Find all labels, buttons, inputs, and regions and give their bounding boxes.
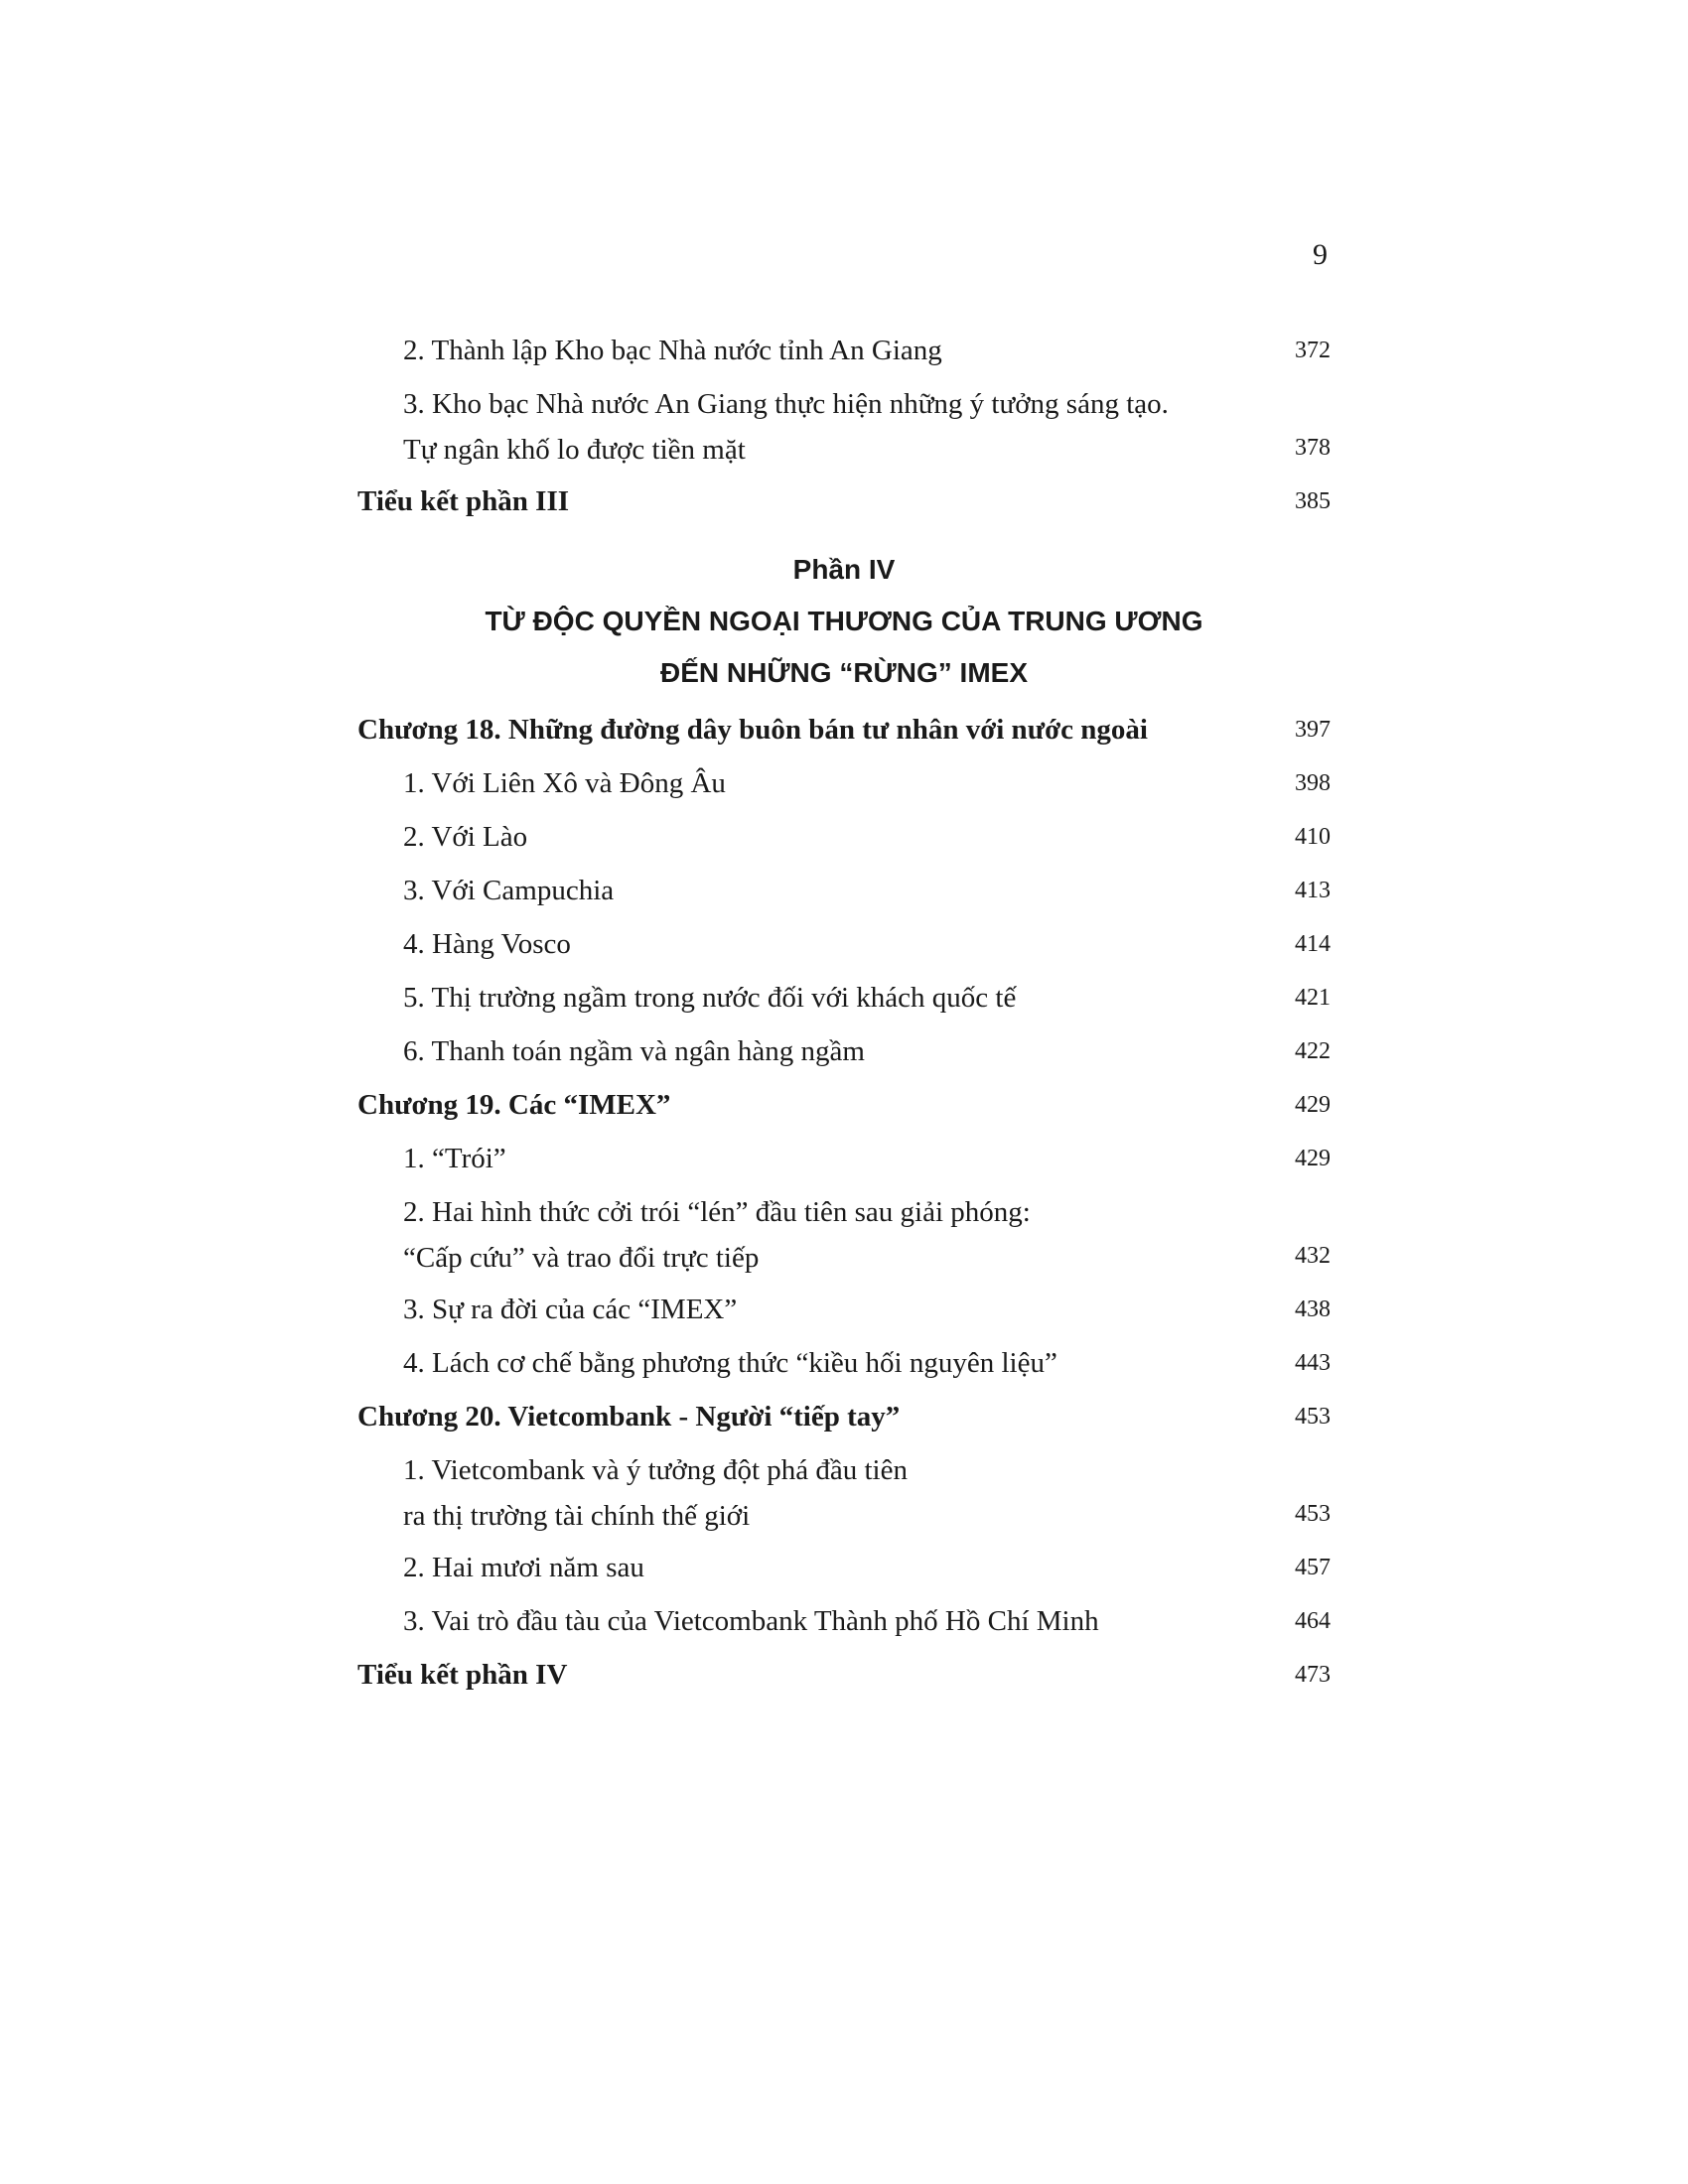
toc-entry-page: 438 xyxy=(1295,1297,1331,1322)
toc-entry: 3. Vai trò đầu tàu của Vietcombank Thành phố Hồ Chí Minh 464 xyxy=(357,1598,1331,1646)
toc-entry-page: 422 xyxy=(1295,1038,1331,1064)
part-title-line-1: TỪ ĐỘC QUYỀN NGOẠI THƯƠNG CỦA TRUNG ƯƠNG xyxy=(485,606,1203,636)
toc-entry: 4. Hàng Vosco 414 xyxy=(357,921,1331,969)
toc-entry: 3. Sự ra đời của các “IMEX” 438 xyxy=(357,1287,1331,1334)
toc-entry: 2. Hai mươi năm sau 457 xyxy=(357,1545,1331,1592)
toc-entry: 3. Với Campuchia 413 xyxy=(357,868,1331,915)
toc-entry-page: 429 xyxy=(1295,1146,1331,1171)
toc-entry-title: Tiểu kết phần III xyxy=(357,485,570,517)
part-label: Phần IV xyxy=(792,554,896,585)
toc-entry-title: 3. Kho bạc Nhà nước An Giang thực hiện những ý tưởng sáng tạo. Tự ngân khố lo được tiền mặt xyxy=(403,388,1169,466)
toc-entry xyxy=(357,328,1331,375)
toc-chapter-entry: Chương 18. Những đường dây buôn bán tư nhân với nước ngoài 397 xyxy=(357,707,1331,754)
part-title-line-2: ĐẾN NHỮNG “RỪNG” IMEX xyxy=(659,657,1029,688)
toc-entry-page: 473 xyxy=(1295,1662,1331,1688)
toc-entry-page: 398 xyxy=(1295,770,1331,796)
toc-entry: 6. Thanh toán ngầm và ngân hàng ngầm 422 xyxy=(357,1028,1331,1076)
toc-entry-page: 414 xyxy=(1295,931,1331,957)
table-of-contents xyxy=(357,328,1331,1706)
toc-entry: 4. Lách cơ chế bằng phương thức “kiều hối nguyên liệu” 443 xyxy=(357,1340,1331,1388)
toc-entry-page: 464 xyxy=(1295,1608,1331,1634)
toc-entry: 1. Với Liên Xô và Đông Âu 398 xyxy=(357,760,1331,808)
toc-entry-page: 421 xyxy=(1295,985,1331,1011)
toc-entry-page: 410 xyxy=(1295,824,1331,850)
toc-entry-page: 453 xyxy=(1295,1404,1331,1430)
toc-entry xyxy=(357,381,1331,473)
toc-entry: 1. “Trói” 429 xyxy=(357,1136,1331,1183)
toc-entry-page: 372 xyxy=(1295,338,1331,363)
toc-entry-page: 443 xyxy=(1295,1350,1331,1376)
toc-entry-page: 413 xyxy=(1295,878,1331,903)
toc-entry-page: 397 xyxy=(1295,717,1331,743)
part-heading xyxy=(357,544,1331,699)
toc-summary-entry xyxy=(357,478,1331,526)
toc-entry-page: 457 xyxy=(1295,1555,1331,1580)
toc-entry-page: 385 xyxy=(1295,488,1331,514)
toc-chapter-entry: Chương 20. Vietcombank - Người “tiếp tay” 453 xyxy=(357,1394,1331,1441)
toc-chapter-entry: Chương 19. Các “IMEX” 429 xyxy=(357,1082,1331,1130)
toc-entry: 2. Hai hình thức cởi trói “lén” đầu tiên sau giải phóng: “Cấp cứu” và trao đổi trực tiếp 432 xyxy=(357,1189,1331,1281)
toc-entry: 5. Thị trường ngầm trong nước đối với khách quốc tế 421 xyxy=(357,975,1331,1023)
toc-entry-title: 2. Thành lập Kho bạc Nhà nước tỉnh An Giang xyxy=(403,335,942,366)
page-number: 9 xyxy=(1313,238,1328,271)
toc-summary-entry: Tiểu kết phần IV 473 xyxy=(357,1652,1331,1700)
toc-entry-page: 453 xyxy=(1295,1501,1331,1527)
toc-entry: 1. Vietcombank và ý tưởng đột phá đầu tiên ra thị trường tài chính thế giới 453 xyxy=(357,1447,1331,1539)
toc-entry-page: 429 xyxy=(1295,1092,1331,1118)
toc-entry: 2. Với Lào 410 xyxy=(357,814,1331,862)
toc-entry-page: 432 xyxy=(1295,1243,1331,1269)
toc-entry-page: 378 xyxy=(1295,435,1331,461)
